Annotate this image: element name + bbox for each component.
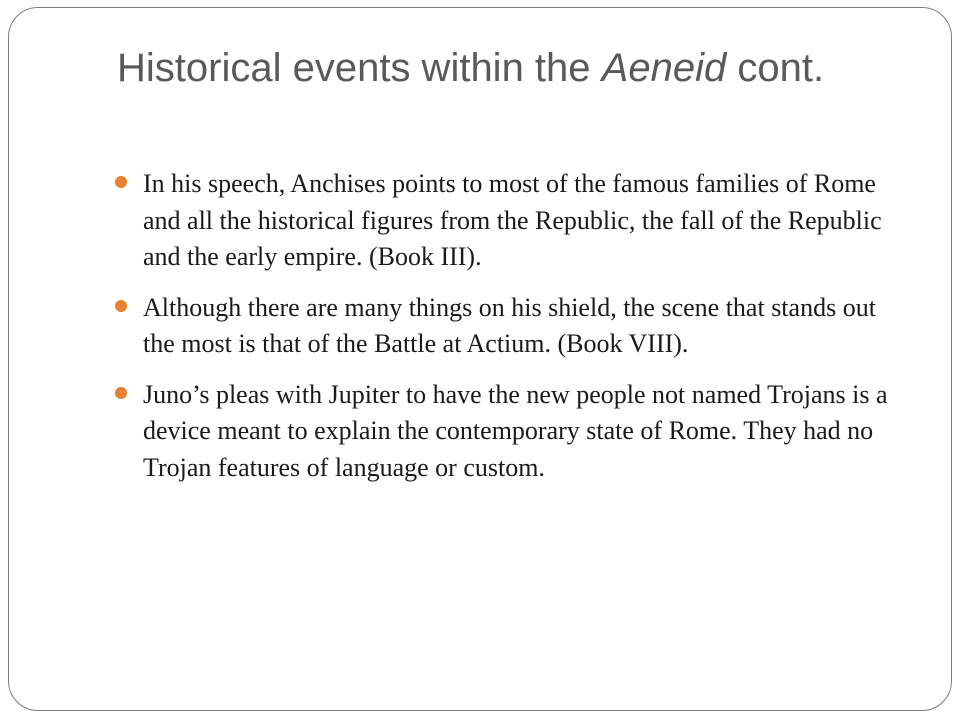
- title-text-part2: cont.: [726, 46, 825, 90]
- bullet-text: In his speech, Anchises points to most of the famous families of Rome and all the historical figures from the Republic, the fall of the Republic and the early empire. (Book III).: [143, 169, 882, 271]
- bullet-list: [113, 166, 913, 500]
- bullet-text: Although there are many things on his shield, the scene that stands out the most is that of the Battle at Actium. (Book VIII).: [143, 292, 876, 358]
- bullet-item: [113, 377, 913, 487]
- bullet-dot-icon: [115, 176, 127, 188]
- bullet-dot-icon: [115, 387, 127, 399]
- bullet-dot-icon: [115, 300, 127, 312]
- title-emphasis: Aeneid: [601, 46, 727, 90]
- bullet-item: [113, 290, 913, 363]
- bullet-item: [113, 166, 913, 276]
- bullet-text: Juno’s pleas with Jupiter to have the new people not named Trojans is a device meant to explain the contemporary state of Rome. They had no Trojan features of language or custom.: [143, 379, 888, 482]
- title-text-part1: Historical events within the: [117, 46, 602, 90]
- slide-frame: [8, 7, 952, 711]
- slide-title: [117, 44, 917, 92]
